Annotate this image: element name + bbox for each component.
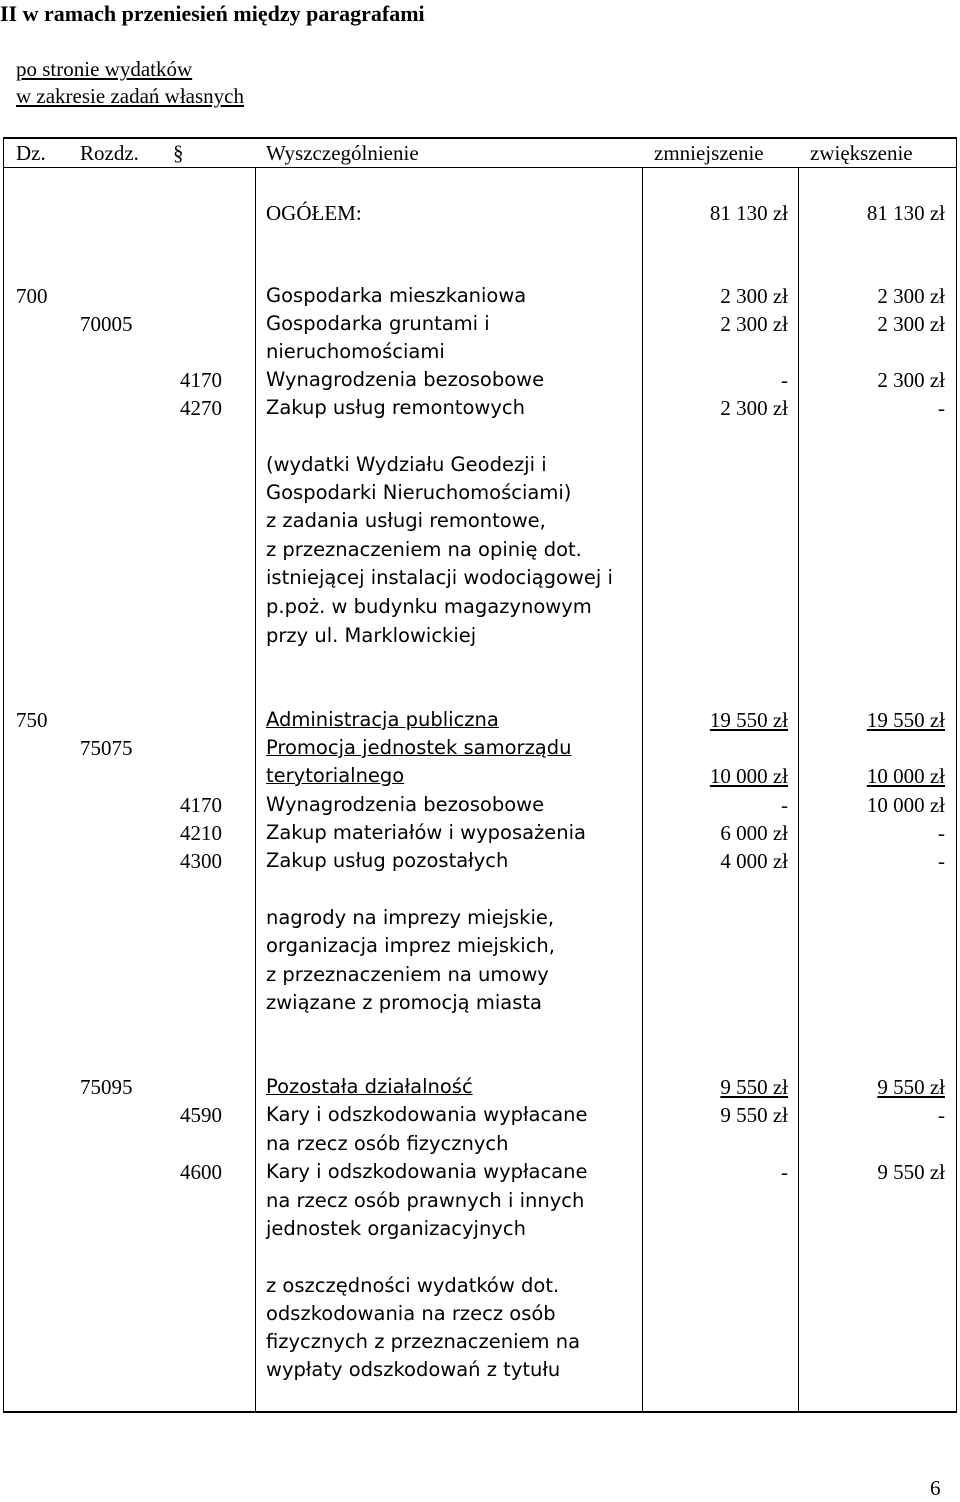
section-75095-zmn-1: 9 550 zł xyxy=(720,1075,788,1099)
section-700-line-4: Zakup usług remontowych xyxy=(266,396,525,419)
section-75095-line-2a: Kary i odszkodowania wypłacane xyxy=(266,1103,588,1126)
section-750-zw-3: 10 000 zł xyxy=(866,793,945,817)
section-750-line-2a: Promocja jednostek samorządu xyxy=(266,736,572,759)
note-line: związane z promocją miasta xyxy=(266,991,542,1014)
note-line: organizacja imprez miejskich, xyxy=(266,934,555,957)
header-paragraph-symbol: § xyxy=(173,141,184,165)
section-750-zmn-1: 19 550 zł xyxy=(709,708,788,732)
page-number: 6 xyxy=(930,1476,941,1500)
note-line: z oszczędności wydatków dot. xyxy=(266,1274,560,1297)
section-700-zmn-4: 2 300 zł xyxy=(720,396,788,420)
section-750-zw-4: - xyxy=(938,821,945,845)
section-75095-par-4600: 4600 xyxy=(180,1160,222,1184)
section-700-zmn-2: 2 300 zł xyxy=(720,312,788,336)
note-line: nagrody na imprezy miejskie, xyxy=(266,906,555,929)
section-75095-rozdz: 75095 xyxy=(80,1075,133,1099)
section-750-line-5: Zakup usług pozostałych xyxy=(266,849,509,872)
section-700-zw-3: 2 300 zł xyxy=(877,368,945,392)
section-750-par-4210: 4210 xyxy=(180,821,222,845)
subtitle-own-tasks: w zakresie zadań własnych xyxy=(16,84,244,108)
section-750-zmn-4: 6 000 zł xyxy=(720,821,788,845)
section-75095-line-3a: Kary i odszkodowania wypłacane xyxy=(266,1160,588,1183)
note-line: przy ul. Marklowickiej xyxy=(266,624,477,647)
page-title: II w ramach przeniesień między paragrafami xyxy=(0,1,425,26)
section-750-line-3: Wynagrodzenia bezosobowe xyxy=(266,793,545,816)
total-zmniejszenie: 81 130 zł xyxy=(709,201,788,225)
total-zwiekszenie: 81 130 zł xyxy=(866,201,945,225)
section-700-zw-1: 2 300 zł xyxy=(877,284,945,308)
section-700-zw-2: 2 300 zł xyxy=(877,312,945,336)
section-750-zmn-2: 10 000 zł xyxy=(709,764,788,788)
section-700-zmn-3: - xyxy=(781,368,788,392)
section-75095-zw-2: - xyxy=(938,1103,945,1127)
section-750-line-2b: terytorialnego xyxy=(266,764,405,787)
section-700-line-1: Gospodarka mieszkaniowa xyxy=(266,284,527,307)
section-750-zw-1: 19 550 zł xyxy=(866,708,945,732)
section-75095-zmn-3: - xyxy=(781,1160,788,1184)
section-750-zmn-3: - xyxy=(781,793,788,817)
section-700-line-3: Wynagrodzenia bezosobowe xyxy=(266,368,545,391)
section-75095-line-3c: jednostek organizacyjnych xyxy=(266,1217,526,1240)
section-700-zmn-1: 2 300 zł xyxy=(720,284,788,308)
section-75095-zw-1: 9 550 zł xyxy=(877,1075,945,1099)
section-75095-line-2b: na rzecz osób fizycznych xyxy=(266,1132,509,1155)
section-700-zw-4: - xyxy=(938,396,945,420)
section-700-line-2a: Gospodarka gruntami i xyxy=(266,312,490,335)
section-700-dz: 700 xyxy=(16,284,48,308)
section-75095-zmn-2: 9 550 zł xyxy=(720,1103,788,1127)
section-750-par-4300: 4300 xyxy=(180,849,222,873)
section-700-rozdz: 70005 xyxy=(80,312,133,336)
note-line: z przeznaczeniem na opinię dot. xyxy=(266,538,582,561)
header-wyszczegolnienie: Wyszczególnienie xyxy=(266,141,419,165)
section-750-rozdz: 75075 xyxy=(80,736,133,760)
section-750-line-4: Zakup materiałów i wyposażenia xyxy=(266,821,587,844)
header-zwiekszenie: zwiększenie xyxy=(810,141,913,165)
section-750-zmn-5: 4 000 zł xyxy=(720,849,788,873)
note-line: z przeznaczeniem na umowy xyxy=(266,963,549,986)
subtitle-expenses: po stronie wydatków xyxy=(16,57,193,81)
section-750-dz: 750 xyxy=(16,708,48,732)
total-label: OGÓŁEM: xyxy=(266,201,362,225)
header-rozdz: Rozdz. xyxy=(80,141,139,165)
note-line: istniejącej instalacji wodociągowej i xyxy=(266,566,613,589)
section-75095-par-4590: 4590 xyxy=(180,1103,222,1127)
section-75095-line-3b: na rzecz osób prawnych i innych xyxy=(266,1189,585,1212)
note-line: z zadania usługi remontowe, xyxy=(266,509,546,532)
note-line: p.poż. w budynku magazynowym xyxy=(266,595,592,618)
note-line: wypłaty odszkodowań z tytułu xyxy=(266,1358,561,1381)
note-line: Gospodarki Nieruchomościami) xyxy=(266,481,572,504)
section-700-line-2b: nieruchomościami xyxy=(266,340,445,363)
note-line: odszkodowania na rzecz osób xyxy=(266,1302,556,1325)
section-750-zw-2: 10 000 zł xyxy=(866,764,945,788)
section-75095-zw-3: 9 550 zł xyxy=(877,1160,945,1184)
section-750-line-1: Administracja publiczna xyxy=(266,708,499,731)
header-dz: Dz. xyxy=(16,141,46,165)
section-700-par-4170: 4170 xyxy=(180,368,222,392)
note-line: fizycznych z przeznaczeniem na xyxy=(266,1330,581,1353)
note-line: (wydatki Wydziału Geodezji i xyxy=(266,453,547,476)
header-zmniejszenie: zmniejszenie xyxy=(654,141,764,165)
section-750-zw-5: - xyxy=(938,849,945,873)
section-75095-line-1: Pozostała działalność xyxy=(266,1075,473,1098)
section-750-par-4170: 4170 xyxy=(180,793,222,817)
section-700-par-4270: 4270 xyxy=(180,396,222,420)
